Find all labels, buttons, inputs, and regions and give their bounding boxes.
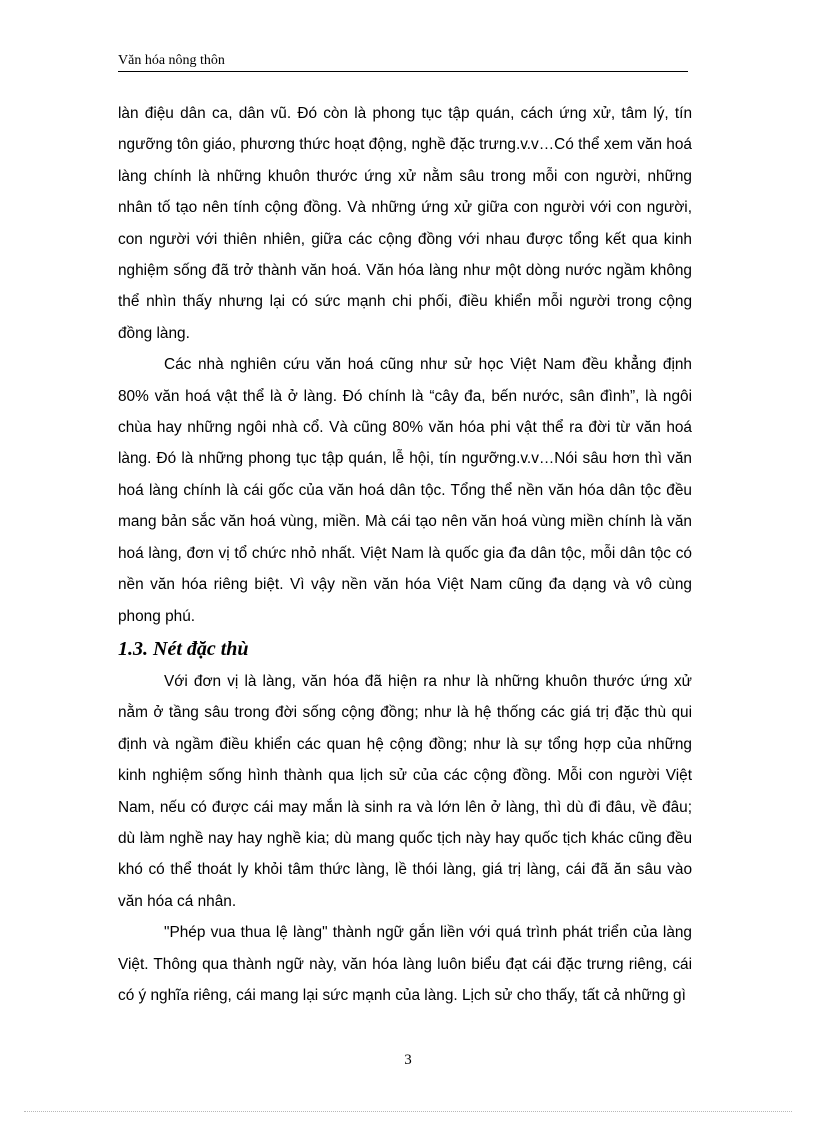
paragraph: "Phép vua thua lệ làng" thành ngữ gắn liền với quá trình phát triển của làng Việt. Thông qua thành ngữ này, văn hóa làng luôn biểu đạt cái đặc trưng riêng, cái có ý nghĩa riêng, cái mang lại sức mạnh của làng. Lịch sử cho thấy, tất cả những gì — [118, 924, 692, 1004]
document-body — [118, 98, 692, 1011]
paragraph: Các nhà nghiên cứu văn hoá cũng như sử học Việt Nam đều khẳng định 80% văn hoá vật thể là ở làng. Đó chính là “cây đa, bến nước, sân đình”, là ngôi chùa hay những ngôi nhà cổ. Và cũng 80% văn hóa phi vật thể ra đời từ văn hoá làng. Đó là những phong tục tập quán, lễ hội, tín ngưỡng.v.v…Nói sâu hơn thì văn hoá làng chính là cái gốc của văn hoá dân tộc. Tổng thể nền văn hóa dân tộc đều mang bản sắc văn hoá vùng, miền. Mà cái tạo nên văn hoá vùng miền chính là văn hoá làng, đơn vị tổ chức nhỏ nhất. Việt Nam là quốc gia đa dân tộc, mỗi dân tộc có nền văn hóa riêng biệt. Vì vậy nền văn hóa Việt Nam cũng đa dạng và vô cùng phong phú. — [118, 356, 692, 625]
section-heading: 1.3. Nét đặc thù — [118, 637, 249, 660]
paragraph-continued: làn điệu dân ca, dân vũ. Đó còn là phong tục tập quán, cách ứng xử, tâm lý, tín ngưỡng tôn giáo, phương thức hoạt động, nghề đặc trưng.v.v…Có thể xem văn hoá làng chính là những khuôn thước ứng xử nằm sâu trong mỗi con người, những nhân tố tạo nên tính cộng đồng. Và những ứng xử giữa con người với con người, con người với thiên nhiên, giữa các cộng đồng với nhau được tổng kết qua kinh nghiệm sống đã trở thành văn hoá. Văn hóa làng như một dòng nước ngầm không thể nhìn thấy nhưng lại có sức mạnh chi phối, điều khiển mỗi người trong cộng đồng làng. — [118, 105, 692, 342]
paragraph: Với đơn vị là làng, văn hóa đã hiện ra như là những khuôn thước ứng xử nằm ở tầng sâu trong đời sống cộng đồng; như là hệ thống các giá trị đặc thù qui định và ngầm điều khiển các quan hệ cộng đồng; như là sự tổng hợp của những kinh nghiệm sống hình thành qua lịch sử của các cộng đồng. Mỗi con người Việt Nam, nếu có được cái may mắn là sinh ra và lớn lên ở làng, thì dù đi đâu, về đâu; dù làm nghề nay hay nghề kia; dù mang quốc tịch này hay quốc tịch khác cũng đều khó có thể thoát ly khỏi tâm thức làng, lề thói làng, giá trị làng, cái đã ăn sâu vào văn hóa cá nhân. — [118, 672, 692, 910]
page-bottom-rule — [24, 1111, 792, 1112]
page-number: 3 — [404, 1052, 412, 1068]
running-header: Văn hóa nông thôn — [118, 52, 688, 72]
